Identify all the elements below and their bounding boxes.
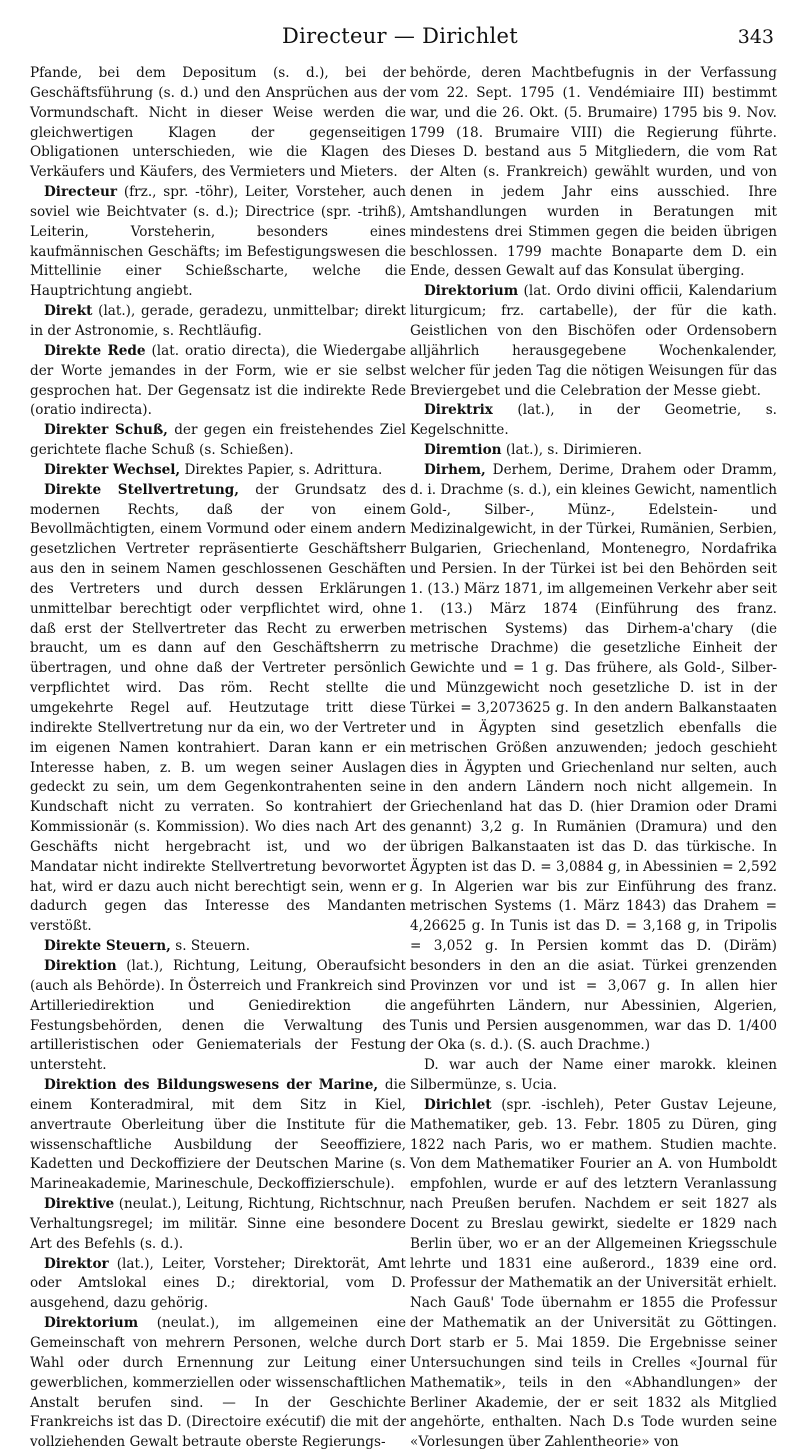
entry-direktrix: Direktrix (lat.), in der Geometrie, s. Kegelschnitte.	[410, 402, 777, 439]
entry-direktive: Direktive (neulat.), Leitung, Richtung, Richtschnur, Verhaltungsregel; im militär. Sinne eine besondere Art des Befehls (s. d.).	[30, 1196, 406, 1252]
lemma: Direkt	[44, 303, 93, 320]
right-column	[410, 64, 777, 1453]
entry-direkter-wechsel: Direkter Wechsel, Direktes Papier, s. Adrittura.	[44, 461, 383, 478]
lemma: Direktion	[44, 957, 117, 974]
entry-continuation: Pfande, bei dem Depositum (s. d.), bei der Geschäftsführung (s. d.) und den Ansprüchen aus der Vormundschaft. Nicht in dieser Weise werden die gleichwertigen Klagen der gegenseitigen Obligationen unterschieden, wie die Klagen des Verkäufers und Käufers, des Vermieters und Mieters.	[30, 65, 406, 181]
lemma: Direkter Schuß,	[44, 422, 168, 439]
entry-direkter-schuss: Direkter Schuß, der gegen ein freistehendes Ziel gerichtete flache Schuß (s. Schießen).	[30, 422, 406, 459]
entry-direktorium-kalender: Direktorium (lat. Ordo divini officii, Kalendarium liturgicum; frz. cartabelle), der für die kath. Geistlichen von den Bischöfen oder Ordensobern alljährlich herausgegebene Wochenkalender, welcher für jeden Tag die nötigen Weisungen für das Breviergebet und die Celebration der Messe giebt.	[410, 283, 777, 399]
lemma: Direkter Wechsel,	[44, 461, 181, 478]
lemma: Direktorium	[44, 1315, 139, 1332]
entry-dirichlet: Dirichlet (spr. -ischleh), Peter Gustav Lejeune, Mathematiker, geb. 13. Febr. 1805 zu Düren, ging 1822 nach Paris, wo er mathem. Studien machte. Von dem Mathematiker Fourier an A. von Humboldt empfohlen, wurde er auf des letztern Veranlassung nach Preußen berufen. Nachdem er seit 1827 als Docent zu Breslau gewirkt, siedelte er 1829 nach Berlin über, wo er an der Allgemeinen Kriegsschule lehrte und 1831 eine außerord., 1839 eine ord. Professur der Mathematik an der Universität erhielt. Nach Gauß' Tode übernahm er 1855 die Professur der Mathematik an der Universität zu Göttingen. Dort starb er 5. Mai 1859. Die Ergebnisse seiner Untersuchungen sind teils in Crelles «Journal für Mathematik», teils in den «Abhandlungen» der Berliner Akademie, der er seit 1832 als Mitglied angehörte, enthalten. Nach D.s Tode wurden seine «Vorlesungen über Zahlentheorie» von	[410, 1096, 777, 1451]
lemma: Dirichlet	[424, 1096, 492, 1113]
lemma: Directeur	[44, 184, 118, 201]
page-header	[0, 24, 800, 54]
lemma: Direkte Steuern,	[44, 938, 171, 955]
lemma: Direktrix	[424, 402, 493, 419]
lemma: Direktor	[44, 1255, 109, 1272]
lemma: Direkte Rede	[44, 342, 146, 359]
lemma: Direktion des Bildungswesens der Marine,	[44, 1077, 379, 1094]
entry-direktorium: Direktorium (neulat.), im allgemeinen eine Gemeinschaft von mehrern Personen, welche durch Wahl oder durch Ernennung zur Leitung einer gewerblichen, kommerziellen oder wissenschaftlichen Anstalt berufen sind. — In der Geschichte Frankreichs ist das D. (Directoire exécutif) die mit der vollziehenden Gewalt betraute oberste Regierungs-	[30, 1315, 406, 1451]
lemma: Direkte Stellvertretung,	[44, 481, 239, 498]
entry-direkt: Direkt (lat.), gerade, geradezu, unmittelbar; direkt in der Astronomie, s. Rechtläufig.	[30, 303, 406, 339]
entry-direktion-bildungswesen: Direktion des Bildungswesens der Marine, die einem Konteradmiral, mit dem Sitz in Kiel, anvertraute Oberleitung über die Institute für die wissenschaftliche Ausbildung der Seeoffiziere, Kadetten und Deckoffiziere der Deutschen Marine (s. Marineakademie, Marineschule, Deckoffizierschule).	[30, 1077, 406, 1193]
lemma: Dirhem,	[424, 461, 486, 478]
entry-dirhem-note: D. war auch der Name einer marokk. kleinen Silbermünze, s. Ucia.	[410, 1057, 777, 1094]
entry-direkte-rede: Direkte Rede (lat. oratio directa), die Wiedergabe der Worte jemandes in der Form, wie er sie selbst gesprochen hat. Der Gegensatz ist die indirekte Rede (oratio indirecta).	[30, 342, 406, 419]
page-number: 343	[737, 26, 774, 48]
lemma: Direktive	[44, 1196, 115, 1213]
running-head: Directeur — Dirichlet	[281, 24, 519, 48]
left-column	[30, 64, 406, 1453]
lemma: Diremtion	[424, 442, 502, 459]
lemma: Direktorium	[424, 283, 519, 300]
entry-dirhem: Dirhem, Derhem, Derime, Drahem oder Dramm, d. i. Drachme (s. d.), ein kleines Gewicht, namentlich Gold-, Silber-, Münz-, Edelstein- und Medizinalgewicht, in der Türkei, Rumänien, Serbien, Bulgarien, Griechenland, Montenegro, Nordafrika und Persien. In der Türkei ist bei den Behörden seit 1. (13.) März 1871, im allgemeinen Verkehr aber seit 1. (13.) März 1874 (Einführung des franz. metrischen Systems) das Dirhem-a'chary (die metrische Drachme) die gesetzliche Einheit der Gewichte und = 1 g. Das frühere, als Gold-, Silber- und Münzgewicht noch gesetzliche D. ist in der Türkei = 3,2073625 g. In den andern Balkanstaaten und in Ägypten sind gesetzlich ebenfalls die metrischen Größen anzuwenden; jedoch geschieht dies in Ägypten und Griechenland nur selten, auch in den andern Ländern noch nicht allgemein. In Griechenland hat das D. (hier Dramion oder Drami genannt) 3,2 g. In Rumänien (Dramura) und den übrigen Balkanstaaten ist das D. das türkische. In Ägypten ist das D. = 3,0884 g, in Abessinien = 2,592 g. In Algerien war bis zur Einführung des franz. metrischen Systems (1. März 1843) das Drahem = 4,26625 g. In Tunis ist das D. = 3,168 g, in Tripolis = 3,052 g. In Persien kommt das D. (Diräm) besonders in den an die asiat. Türkei grenzenden Provinzen vor und ist = 3,067 g. In allen hier angeführten Ländern, nur Abessinien, Algerien, Tunis und Persien ausgenommen, war das D. 1/400 der Oka (s. d.). (S. auch Drachme.)	[410, 461, 777, 1054]
entry-diremtion: Diremtion (lat.), s. Dirimieren.	[424, 442, 642, 459]
entry-directeur: Directeur (frz., spr. -töhr), Leiter, Vorsteher, auch soviel wie Beichtvater (s. d.); Directrice (spr. -trihß), Leiterin, Vorsteherin, besonders eines kaufmännischen Geschäfts; im Befestigungswesen die Mittellinie einer Schießscharte, welche die Hauptrichtung angiebt.	[30, 184, 406, 300]
entry-direkte-stellvertretung: Direkte Stellvertretung, der Grundsatz des modernen Rechts, daß der von einem Bevollmächtigten, einem Vormund oder einem andern gesetzlichen Vertreter repräsentierte Geschäftsherr aus den in seinem Namen geschlossenen Geschäften des Vertreters und durch dessen Erklärungen unmittelbar berechtigt oder verpflichtet wird, ohne daß erst der Stellvertreter das Recht zu erwerben braucht, um es dann auf den Geschäftsherrn zu übertragen, und ohne daß der Vertreter persönlich verpflichtet wird. Das röm. Recht stellte die umgekehrte Regel auf. Heutzutage tritt diese indirekte Stellvertretung nur da ein, wo der Vertreter im eigenen Namen kontrahiert. Daran kann er ein Interesse haben, z. B. um wegen seiner Auslagen gedeckt zu sein, um dem Gegenkontrahenten seine Kundschaft nicht zu verraten. So kontrahiert der Kommissionär (s. Kommission). Wo dies nach Art des Geschäfts nicht hergebracht ist, und wo der Mandatar nicht indirekte Stellvertretung bevorwortet hat, wird er dazu auch nicht berechtigt sein, wenn er dadurch gegen das Interesse des Mandanten verstößt.	[30, 481, 406, 935]
entry-direktion: Direktion (lat.), Richtung, Leitung, Oberaufsicht (auch als Behörde). In Österreich und Frankreich sind Artilleriedirektion und Geniedirektion die Festungsbehörden, denen die Verwaltung des artilleristischen oder Geniematerials der Festung untersteht.	[30, 957, 406, 1074]
entry-direkte-steuern: Direkte Steuern, s. Steuern.	[44, 938, 251, 955]
entry-direktor: Direktor (lat.), Leiter, Vorsteher; Direktorät, Amt oder Amtslokal eines D.; direktorial, vom D. ausgehend, dazu gehörig.	[30, 1255, 406, 1312]
entry-continuation: behörde, deren Machtbefugnis in der Verfassung vom 22. Sept. 1795 (1. Vendémiaire III) bestimmt war, und die 26. Okt. (5. Brumaire) 1795 bis 9. Nov. 1799 (18. Brumaire VIII) die Regierung führte. Dieses D. bestand aus 5 Mitgliedern, die vom Rat der Alten (s. Frankreich) gewählt wurden, und von denen in jedem Jahr eins ausschied. Ihre Amtshandlungen wurden in Beratungen mit mindestens drei Stimmen gegen die beiden übrigen beschlossen. 1799 machte Bonaparte dem D. ein Ende, dessen Gewalt auf das Konsulat überging.	[410, 65, 777, 280]
